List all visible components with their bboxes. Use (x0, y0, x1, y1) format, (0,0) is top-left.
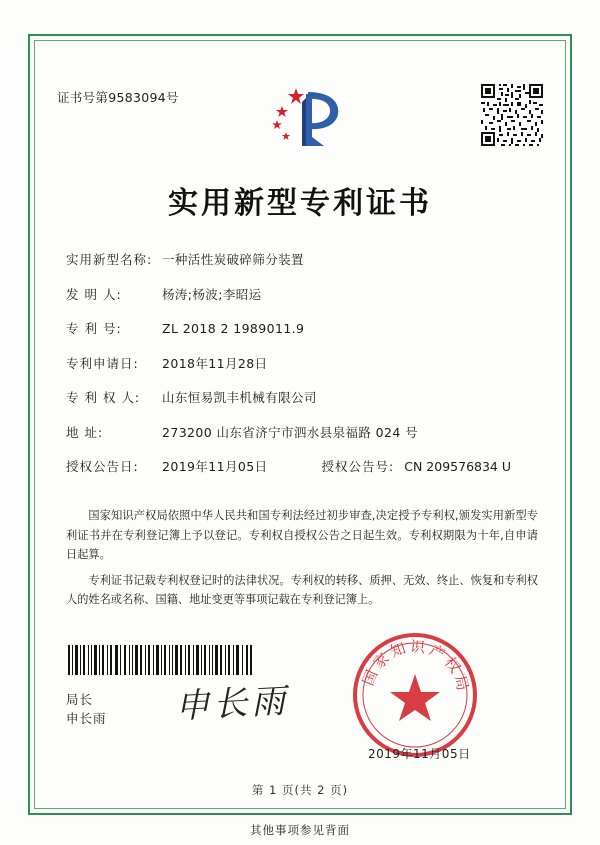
field-row (66, 285, 540, 303)
field-label: 专利申请日: (66, 355, 139, 371)
legal-paragraph: 国家知识产权局依照中华人民共和国专利法经过初步审查,决定授予专利权,颁发实用新型专利证书并在专利登记簿上予以登记。专利权自授权公告之日起生效。专利权期限为十年,自申请日起算。 (66, 509, 538, 562)
field-value: 2018年11月28日 (162, 355, 268, 371)
field-value: 一种活性炭破碎筛分装置 (162, 252, 304, 267)
field-label: 地 址: (66, 424, 104, 440)
field-label: 实用新型名称: (66, 252, 153, 267)
seal-date: 2019年11月05日 (368, 747, 471, 761)
handwritten-signature: 申长雨 (174, 681, 291, 727)
field-value: 杨涛;杨波;李昭运 (162, 286, 262, 302)
field-value: 273200 山东省济宁市泗水县泉福路 024 号 (162, 424, 418, 440)
barcode-icon (66, 645, 254, 675)
field-row (66, 250, 540, 268)
field-label: 专 利 权 人: (66, 390, 141, 405)
qr-code-icon (481, 84, 543, 146)
field-row (66, 354, 540, 372)
field-value: ZL 2018 2 1989011.9 (162, 321, 305, 336)
field-row (66, 388, 540, 406)
page-number: 第 1 页(共 2 页) (251, 783, 349, 797)
field-value-announcement-no: CN 209576834 U (404, 459, 512, 474)
field-label: 发 明 人: (66, 286, 122, 302)
patent-office-emblem-icon (250, 82, 350, 154)
field-row-grant (66, 457, 540, 475)
field-label: 专 利 号: (66, 321, 122, 336)
legal-text (66, 506, 538, 616)
director-label: 局长 (66, 692, 94, 707)
field-value: 山东恒易凯丰机械有限公司 (162, 390, 317, 405)
field-row (66, 319, 540, 337)
field-label: 授权公告日: (66, 459, 139, 474)
official-seal-icon (350, 630, 480, 760)
footer-note: 其他事项参见背面 (250, 823, 350, 837)
page-title: 实用新型专利证书 (168, 186, 432, 221)
svg-text:国家知识产权局: 国家知识产权局 (358, 637, 473, 696)
field-value: 2019年11月05日 (162, 459, 268, 474)
fields-list (66, 250, 540, 492)
director-block (66, 690, 107, 729)
director-name: 申长雨 (66, 711, 107, 727)
legal-paragraph: 专利证书记载专利权登记时的法律状况。专利权的转移、质押、无效、终止、恢复和专利权人的姓名或名称、国籍、地址变更等事项记载在专利登记簿上。 (66, 573, 538, 607)
field-label-announcement-no: 授权公告号: (321, 459, 395, 474)
field-row (66, 423, 540, 441)
certificate-number: 证书号第9583094号 (57, 90, 179, 105)
